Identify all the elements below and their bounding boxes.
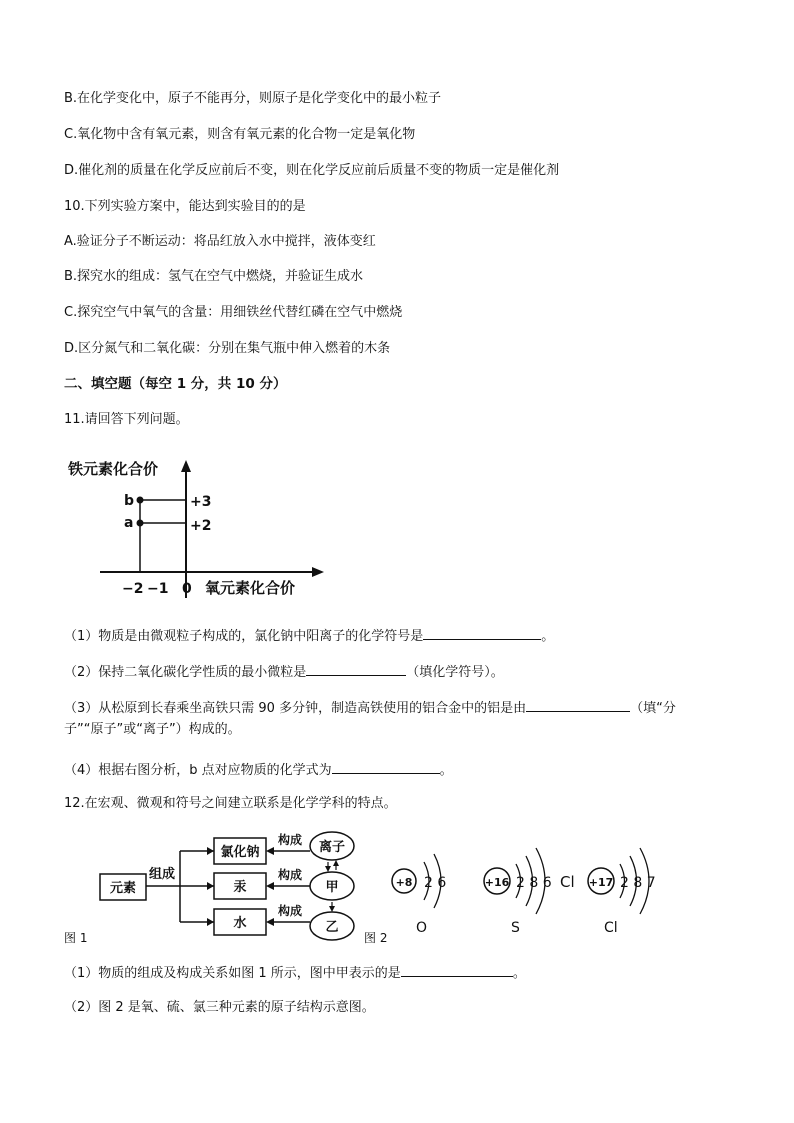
fig1-jia: 甲 <box>325 880 339 895</box>
q10-option-d: D.区分氮气和二氧化碳：分别在集气瓶中伸入燃着的木条 <box>64 341 391 356</box>
point-b-label: b <box>124 493 135 509</box>
val-a-label: +2 <box>190 518 212 534</box>
q11-part2: （2）保持二氧化碳化学性质的最小微粒是 （填化学符号）。 <box>64 661 504 682</box>
fig1-hg: 汞 <box>233 880 247 895</box>
q11-part4: （4）根据右图分析，b 点对应物质的化学式为 。 <box>64 759 453 780</box>
q10-option-b: B.探究水的组成：氢气在空气中燃烧，并验证生成水 <box>64 269 364 284</box>
answer-blank-4[interactable] <box>332 759 440 774</box>
atomic-structure-diagram <box>388 826 672 946</box>
fig1-yi: 乙 <box>325 920 339 935</box>
x-axis-label: 氧元素化合价 <box>205 579 296 597</box>
composition-diagram <box>62 826 372 946</box>
answer-blank-3[interactable] <box>526 697 630 712</box>
cl-nucleus: +17 <box>588 876 614 889</box>
option-c-prev: C.氧化物中含有氧元素，则含有氧元素的化合物一定是氧化物 <box>64 127 416 142</box>
option-b-prev: B.在化学变化中，原子不能再分，则原子是化学变化中的最小粒子 <box>64 91 442 106</box>
o-shells: 2 6 <box>424 875 447 891</box>
fig1-compose: 组成 <box>148 867 176 882</box>
o-symbol: O <box>416 920 428 936</box>
q11-part1: （1）物质是由微观粒子构成的，氯化钠中阳离子的化学符号是 。 <box>64 625 554 646</box>
s-symbol: S <box>511 920 520 936</box>
point-a-dot <box>137 520 144 527</box>
q10-option-c: C.探究空气中氧气的含量：用细铁丝代替红磷在空气中燃烧 <box>64 305 403 320</box>
fig1-water: 水 <box>233 916 247 931</box>
fig1-ion: 离子 <box>318 840 346 855</box>
fig1-build3: 构成 <box>277 904 303 918</box>
s-nucleus: +16 <box>484 876 510 889</box>
fig1-label: 图 1 <box>64 931 88 945</box>
fig1-nacl: 氯化钠 <box>220 845 260 860</box>
cl-prefix: Cl <box>560 873 575 891</box>
x-tick-2: −1 <box>147 581 169 597</box>
q11-part3-cont: 子”“原子”或“离子”）构成的。 <box>64 722 241 737</box>
q10-stem: 10.下列实验方案中，能达到实验目的的是 <box>64 199 306 214</box>
q12-stem: 12.在宏观、微观和符号之间建立联系是化学学科的特点。 <box>64 796 397 811</box>
x-tick-1: −2 <box>122 581 144 597</box>
x-tick-3: 0 <box>182 581 192 597</box>
answer-blank-2[interactable] <box>306 661 406 676</box>
q11-stem: 11.请回答下列问题。 <box>64 412 189 427</box>
q12-part1: （1）物质的组成及构成关系如图 1 所示，图中甲表示的是 。 <box>64 962 526 983</box>
o-nucleus: +8 <box>395 876 413 889</box>
section-heading: 二、填空题（每空 1 分，共 10 分） <box>64 376 287 392</box>
fig1-build1: 构成 <box>277 833 303 847</box>
s-shells: 2 8 6 <box>516 875 552 891</box>
option-d-prev: D.催化剂的质量在化学反应前后不变，则在化学反应前后质量不变的物质一定是催化剂 <box>64 163 560 178</box>
point-a-label: a <box>124 515 134 531</box>
fig1-element: 元素 <box>109 881 137 896</box>
q11-part3: （3）从松原到长春乘坐高铁只需 90 多分钟，制造高铁使用的铝合金中的铝是由 （填“分 <box>64 697 676 718</box>
val-b-label: +3 <box>190 494 212 510</box>
answer-blank-1[interactable] <box>423 625 541 640</box>
cl-shells: 2 8 7 <box>620 875 656 891</box>
cl-symbol: Cl <box>604 920 618 936</box>
fig1-build2: 构成 <box>277 868 303 882</box>
q12-part2: （2）图 2 是氧、硫、氯三种元素的原子结构示意图。 <box>64 1000 375 1015</box>
valence-figure <box>62 450 342 605</box>
fig2-label: 图 2 <box>364 931 388 945</box>
point-b-dot <box>137 497 144 504</box>
q10-option-a: A.验证分子不断运动：将品红放入水中搅拌，液体变红 <box>64 234 376 249</box>
answer-blank-5[interactable] <box>401 962 513 977</box>
y-axis-label: 铁元素化合价 <box>68 460 159 478</box>
